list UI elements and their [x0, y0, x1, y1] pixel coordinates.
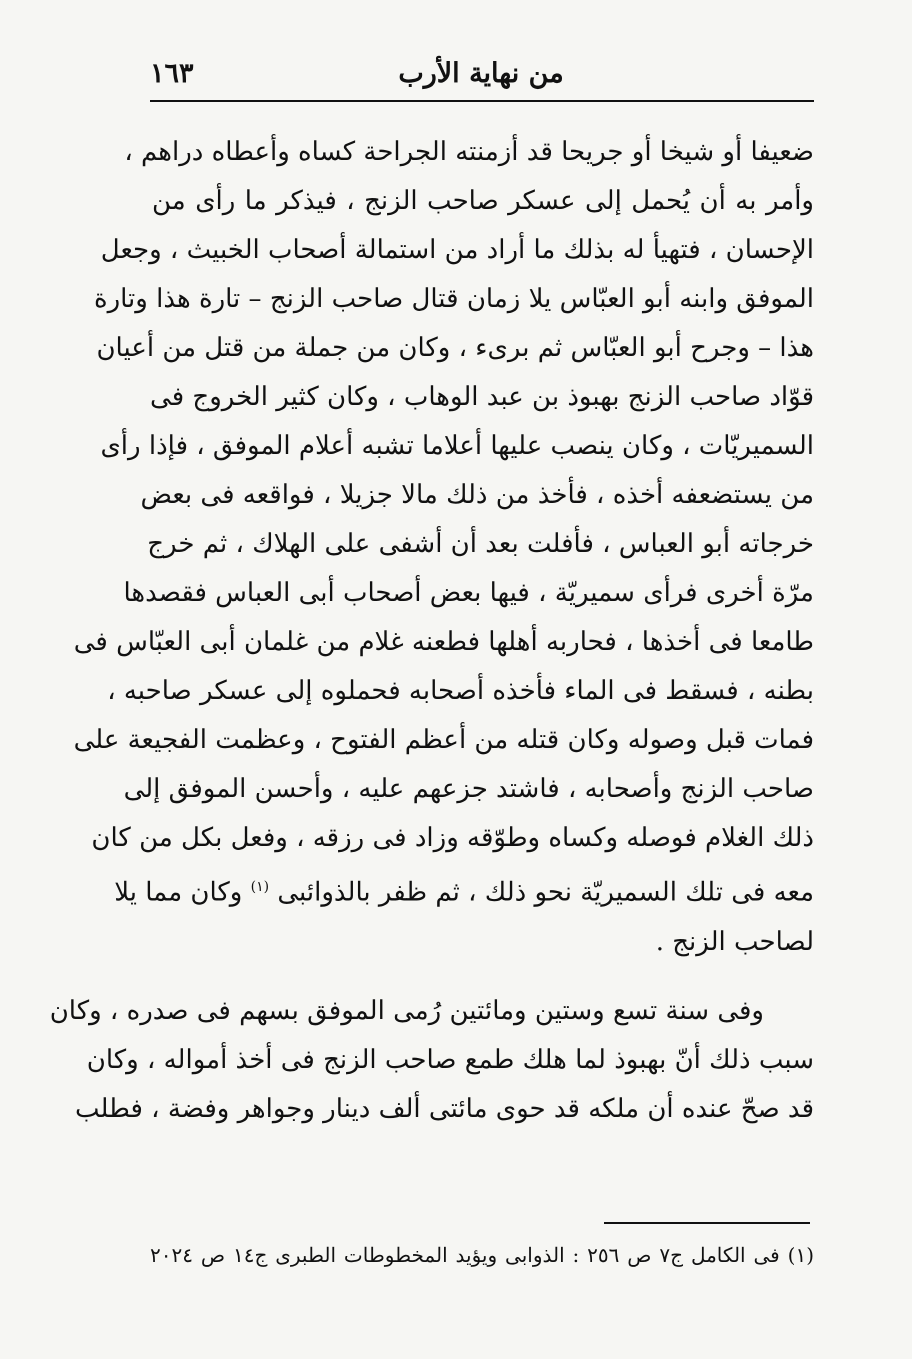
footnote-rule [604, 1222, 810, 1224]
running-title: من نهاية الأرب [398, 58, 564, 89]
text-line: سبب ذلك أنّ بهبوذ لما هلك طمع صاحب الزنج فى أخذ أمواله ، وكان [86, 1044, 814, 1075]
text-line: ذلك الغلام فوصله وكساه وطوّقه وزاد فى رزقه ، وفعل بكل من كان [91, 823, 814, 853]
text-line: وأمر به أن يُحمل إلى عسكر صاحب الزنج ، فيذكر ما رأى من [152, 186, 814, 216]
text-line: وفى سنة تسع وستين ومائتين رُمى الموفق بسهم فى صدره ، وكان [49, 995, 764, 1026]
text-line: بطنه ، فسقط فى الماء فأخذه أصحابه فحملوه إلى عسكر صاحبه ، [107, 676, 814, 706]
text-line: فمات قبل وصوله وكان قتله من أعظم الفتوح ، وعظمت الفجيعة على [73, 725, 814, 755]
text-line: قد صحّ عنده أن ملكه قد حوى مائتى ألف دينار وجواهر وفضة ، فطلب [75, 1093, 814, 1124]
text-line: الموفق وابنه أبو العبّاس يلا زمان قتال صاحب الزنج – تارة هذا وتارة [93, 284, 814, 314]
text-line: ضعيفا أو شيخا أو جريحا قد أزمنته الجراحة كساه وأعطاه دراهم ، [124, 137, 814, 167]
text-line: من يستضعفه أخذه ، فأخذ من ذلك مالا جزيلا ، فواقعه فى بعض [140, 480, 814, 510]
page-number: ١٦٣ [150, 58, 194, 89]
paragraph-end-line: لصاحب الزنج . [655, 926, 814, 957]
footnote: (١) فى الكامل ج٧ ص ٢٥٦ : الذوابى ويؤيد المخطوطات الطبرى ج١٤ ص ٢٠٢٤ [150, 1243, 814, 1267]
text-line: طامعا فى أخذها ، فحاربه أهلها فطعنه غلام من غلمان أبى العبّاس فى [73, 627, 814, 657]
text-line: صاحب الزنج وأصحابه ، فاشتد جزعهم عليه ، وأحسن الموفق إلى [123, 774, 814, 804]
text-line: هذا – وجرح أبو العبّاس ثم برىء ، وكان من جملة من قتل من أعيان [96, 333, 814, 363]
text-line: خرجاته أبو العباس ، فأفلت بعد أن أشفى على الهلاك ، ثم خرج [147, 529, 814, 559]
text-line: قوّاد صاحب الزنج بهبوذ بن عبد الوهاب ، وكان كثير الخروج فى [150, 382, 814, 412]
paragraph-gap [152, 967, 814, 987]
text-line: الإحسان ، فتهيأ له بذلك ما أراد من استمالة أصحاب الخبيث ، وجعل [100, 235, 814, 265]
body-text [49, 128, 814, 1134]
header-rule [150, 100, 814, 102]
text-segment: وكان مما يلا [114, 877, 243, 908]
text-segment: معه فى تلك السميريّة نحو ذلك ، ثم ظفر بالذوائبى [277, 877, 814, 908]
text-line: السميريّات ، وكان ينصب عليها أعلاما تشبه أعلام الموفق ، فإذا رأى [100, 431, 814, 461]
footnote-marker[interactable]: (١) [250, 879, 270, 895]
text-line: مرّة أخرى فرأى سميريّة ، فيها بعض أصحاب أبى العباس فقصدها [123, 578, 814, 608]
text-line-with-footnote [114, 863, 814, 918]
page-header [150, 58, 812, 98]
